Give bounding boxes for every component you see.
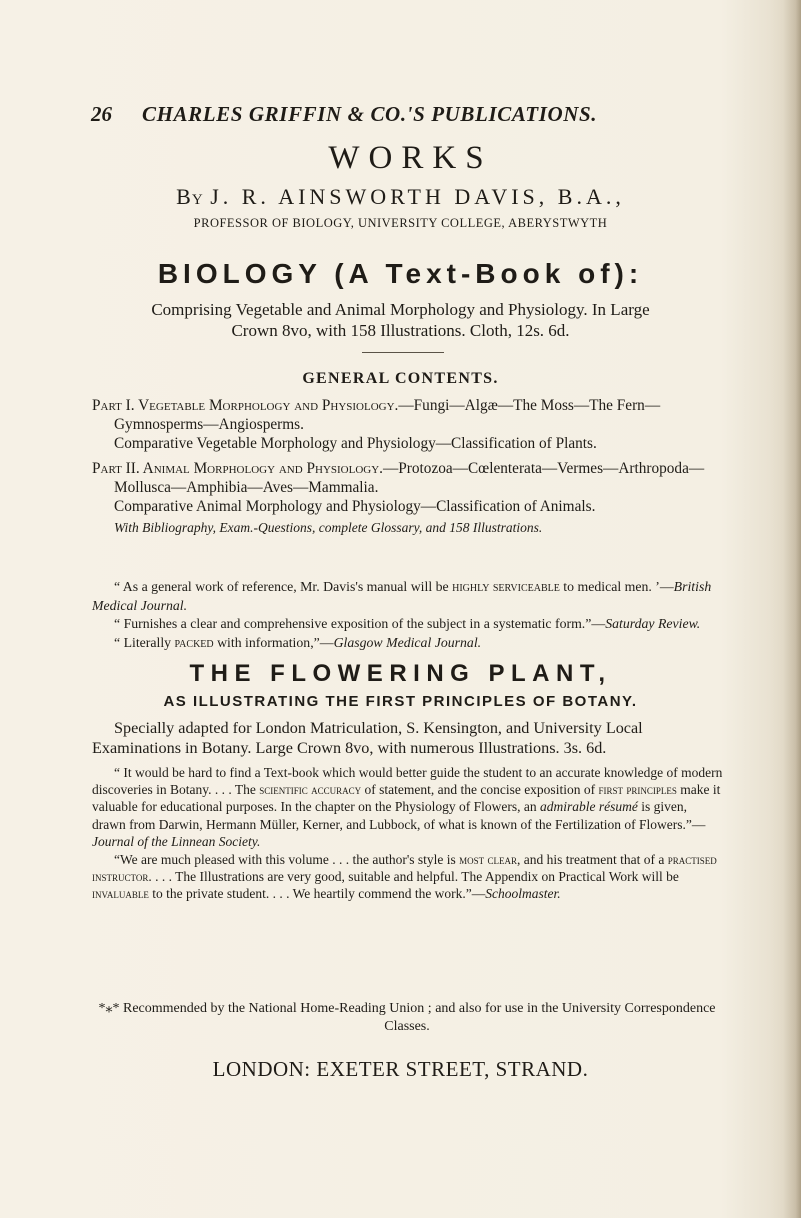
contents-heading: GENERAL CONTENTS. bbox=[302, 370, 499, 387]
with-bibliography-line: With Bibliography, Exam.-Questions, complete Glossary, and 158 Illustrations. bbox=[114, 520, 543, 535]
part-1-comparative: Comparative Vegetable Morphology and Physiology—Classification of Plants. bbox=[114, 435, 597, 452]
recommendation-note: *⁎* Recommended by the National Home-Reading Union ; and also for use in the University Correspondence Classes. bbox=[98, 1001, 716, 1034]
part-2-items: —Protozoa—Cœlenterata—Vermes—Arthropoda—Mollusca—Amphibia—Aves—Mammalia. bbox=[114, 460, 705, 496]
review-glasgow: “ Literally packed with information,”—Glasgow Medical Journal. bbox=[114, 634, 482, 650]
part-2-comparative: Comparative Animal Morphology and Physiology—Classification of Animals. bbox=[114, 498, 596, 515]
author-line bbox=[0, 184, 801, 210]
contents-part-1 bbox=[92, 396, 722, 434]
book-subtitle-botany: AS ILLUSTRATING THE FIRST PRINCIPLES OF BOTANY. bbox=[163, 693, 638, 710]
imprint-footer: LONDON: EXETER STREET, STRAND. bbox=[212, 1057, 589, 1081]
contents-part-2 bbox=[92, 459, 722, 497]
part-1-items: —Fungi—Algæ—The Moss—The Fern—Gymnosperms—Angiosperms. bbox=[114, 397, 661, 433]
book-description: Specially adapted for London Matriculation, S. Kensington, and University Local Examinations in Botany. Large Crown 8vo, with numerous Illustrations. 3s. 6d. bbox=[92, 719, 643, 757]
book-title-biology: BIOLOGY (A Text-Book of): bbox=[157, 258, 644, 289]
section-heading: WORKS bbox=[328, 140, 493, 176]
author-name: J. R. AINSWORTH DAVIS, B.A., bbox=[210, 184, 625, 209]
page-number: 26 bbox=[91, 102, 112, 126]
review-british-medical: “ As a general work of reference, Mr. Davis's manual will be highly serviceable to medical men. ’—British Medical Journal. bbox=[92, 579, 712, 613]
review-linnean: “ It would be hard to find a Text-book which would better guide the student to an accurate knowledge of modern discoveries in Botany. . . . The scientific accuracy of statement, and the concise exposition of first principles make it valuable for educational purposes. In the chapter on the Physiology of Flowers, an admirable résumé is given, drawn from Darwin, Hermann Müller, Kerner, and Lubbock, of what is known of the Fertilization of Flowers.”—Journal of the Linnean Society. bbox=[92, 765, 723, 849]
author-by: By bbox=[176, 184, 204, 209]
book-title-flowering-plant: THE FLOWERING PLANT, bbox=[189, 660, 612, 687]
review-schoolmaster: “We are much pleased with this volume . . . the author's style is most clear, and his treatment that of a practised instructor. . . . The Illustrations are very good, suitable and helpful. The Appendix on Practical Work will be invaluable to the private student. . . . We heartily commend the work.”—Schoolmaster. bbox=[92, 852, 717, 902]
author-title: PROFESSOR OF BIOLOGY, UNIVERSITY COLLEGE, ABERYSTWYTH bbox=[193, 216, 608, 230]
contents-list bbox=[92, 396, 722, 537]
review-saturday: “ Furnishes a clear and comprehensive exposition of the subject in a systematic form.”—Saturday Review. bbox=[114, 616, 701, 631]
part-1-label: Part I. Vegetable Morphology and Physiology. bbox=[92, 397, 399, 414]
publisher-heading: CHARLES GRIFFIN & CO.'S PUBLICATIONS. bbox=[142, 102, 598, 126]
flowering-reviews bbox=[92, 764, 724, 904]
book-subtitle-line1: Comprising Vegetable and Animal Morphology and Physiology. In Large bbox=[151, 300, 650, 319]
biology-reviews bbox=[92, 578, 722, 652]
part-2-label: Part II. Animal Morphology and Physiology. bbox=[92, 460, 383, 477]
divider-rule bbox=[362, 352, 444, 353]
page-edge-shadow bbox=[783, 0, 801, 1218]
book-subtitle-line2: Crown 8vo, with 158 Illustrations. Cloth, 12s. 6d. bbox=[231, 321, 570, 340]
